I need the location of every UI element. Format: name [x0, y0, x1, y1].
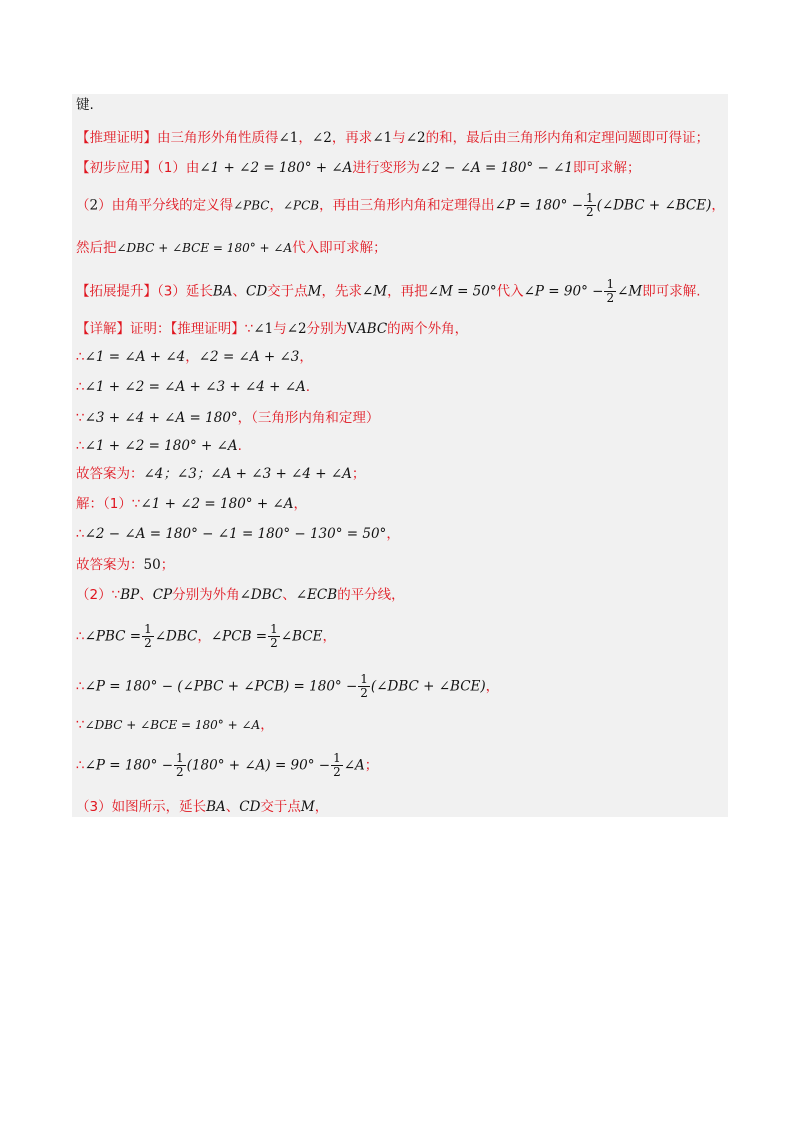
math: M: [300, 799, 315, 815]
text: 键.: [76, 97, 94, 113]
text-line: [76, 752, 378, 779]
math: ∠DBC + ∠BCE = 180° + ∠A: [116, 241, 293, 255]
text: ∴: [76, 628, 85, 645]
math: ∠ECB: [295, 587, 338, 603]
text-line: [76, 347, 313, 367]
text: ，: [299, 349, 313, 365]
text: ，（三角形内角和定理）: [237, 410, 380, 426]
section-tag: 【详解】: [76, 321, 130, 337]
text: 与: [273, 321, 287, 337]
math: BA: [212, 283, 233, 300]
math: ∠P = 180° −: [84, 757, 174, 774]
math: ∠1 + ∠2 = 180° + ∠A: [140, 496, 294, 512]
math: (∠DBC + ∠BCE): [596, 197, 712, 214]
text: ，: [322, 628, 336, 645]
text: ，: [485, 678, 500, 695]
text-line: [76, 158, 640, 178]
text-line: [76, 715, 274, 735]
text: 然后把: [76, 240, 117, 256]
text: 分别为外角: [172, 587, 240, 603]
text: ；: [351, 466, 366, 482]
text: .: [305, 379, 311, 395]
text: 由三角形外角性质得: [157, 130, 279, 146]
text: ，: [260, 717, 274, 733]
text: 、: [282, 587, 296, 603]
text: 、: [225, 799, 240, 815]
fraction: $\frac{1}{2}$: [586, 191, 594, 219]
math: ∠M: [617, 283, 643, 300]
math: ∠PCB: [282, 198, 320, 213]
text: ，再由三角形内角和定理得出: [319, 197, 495, 214]
text-line: [76, 238, 387, 258]
text: ，: [314, 799, 329, 815]
math: ∠P = 90° −: [523, 283, 604, 300]
text-line: [76, 494, 307, 514]
text: ，: [197, 628, 211, 645]
math: ∠A: [343, 757, 365, 774]
text: ∴: [76, 438, 85, 454]
math: ∠1 + ∠2 = 180° + ∠A: [84, 438, 238, 454]
math: ∠1 + ∠2 = 180° + ∠A: [199, 160, 353, 176]
text: 解：（1）∵: [76, 496, 141, 512]
text-line: [76, 95, 94, 115]
text: 分别为: [306, 321, 348, 337]
text: 代入即可求解；: [292, 240, 387, 256]
text: ，: [185, 349, 199, 365]
math: ∠DBC: [154, 628, 198, 645]
text-line: [76, 797, 328, 817]
math: ∠1: [278, 130, 299, 146]
text: ∴: [76, 678, 85, 695]
text: （2）∵: [76, 587, 121, 603]
math: ∠DBC + ∠BCE = 180° + ∠A: [84, 718, 261, 732]
fraction: $\frac{1}{2}$: [606, 277, 615, 305]
math: ∠1: [253, 321, 274, 337]
math: ∠2 − ∠A = 180° − ∠1: [419, 160, 573, 176]
text: 代入: [496, 283, 524, 300]
math: ∠2: [286, 321, 307, 337]
math: 2: [89, 197, 99, 214]
text: 与: [392, 130, 406, 146]
text: ，: [711, 197, 725, 214]
math: CD: [239, 799, 261, 815]
math: ∠M: [362, 283, 388, 300]
text-line: [76, 673, 499, 700]
math: ABC: [356, 321, 388, 337]
math: V: [347, 321, 357, 337]
text-line: [76, 623, 336, 650]
text: ∴: [76, 379, 85, 395]
math: ∠P = 180° −: [494, 197, 584, 214]
text: 、: [139, 587, 153, 603]
text: 的平分线，: [337, 587, 405, 603]
text: 故答案为：: [76, 557, 144, 573]
text: （3）延长: [157, 283, 213, 300]
math: ∠2 − ∠A = 180° − ∠1 = 180° − 130° = 50°: [84, 526, 387, 542]
math: ∠DBC: [239, 587, 283, 603]
fraction: $\frac{1}{2}$: [360, 672, 368, 700]
text: ，: [298, 130, 312, 146]
math: (∠DBC + ∠BCE): [370, 678, 486, 695]
text: ，: [293, 496, 307, 512]
text-line: [76, 436, 242, 456]
math: ∠PBC: [233, 198, 270, 213]
fraction: $\frac{1}{2}$: [144, 622, 152, 650]
math: ∠2: [311, 130, 332, 146]
text-line: [76, 555, 174, 575]
math: ∠1 = ∠A + ∠4: [84, 349, 186, 365]
text: ∴: [76, 349, 85, 365]
text-line: [76, 377, 310, 397]
math: ∠4；∠3；∠A + ∠3 + ∠4 + ∠A: [143, 466, 352, 482]
text: 、: [232, 283, 247, 300]
math: 50: [143, 557, 161, 573]
text: （: [76, 197, 90, 214]
text: ，再求: [331, 130, 373, 146]
section-tag: 【初步应用】: [76, 160, 157, 176]
math: ∠1: [372, 130, 393, 146]
math: ∠P = 180° − (∠PBC + ∠PCB) = 180° −: [84, 678, 358, 695]
fraction: $\frac{1}{2}$: [176, 751, 184, 779]
text: 即可求解.: [642, 283, 701, 300]
math: M: [307, 283, 322, 300]
text: .: [237, 438, 242, 454]
text: 的两个外角，: [387, 321, 469, 337]
text: ∵: [76, 410, 85, 426]
text-line: [76, 524, 400, 544]
text: 证明：【推理证明】∵: [130, 321, 254, 337]
text-line: [76, 192, 725, 219]
math: ∠BCE: [280, 628, 323, 645]
math: CD: [246, 283, 268, 300]
text: ，: [269, 197, 283, 214]
text-line: [76, 278, 701, 305]
text: （1）由: [157, 160, 200, 176]
math: ∠2: [405, 130, 426, 146]
text: ；: [364, 757, 379, 774]
math: ∠2 = ∠A + ∠3: [198, 349, 300, 365]
text: （3）如图所示，延长: [76, 799, 207, 815]
text: ，: [386, 526, 400, 542]
text: ；: [160, 557, 175, 573]
text: ，再把: [387, 283, 428, 300]
text-line: [76, 319, 468, 339]
math: BP: [120, 587, 140, 603]
text: ，先求: [321, 283, 362, 300]
math: (180° + ∠A) = 90° −: [186, 757, 331, 774]
text: ∴: [76, 757, 85, 774]
text: ∴: [76, 526, 85, 542]
text: ∵: [76, 717, 85, 733]
text-line: [76, 128, 709, 148]
text-line: [76, 464, 365, 484]
text: 即可求解；: [572, 160, 641, 176]
math: ∠PCB =: [210, 628, 268, 645]
math: ∠PBC =: [84, 628, 142, 645]
section-tag: 【推理证明】: [76, 130, 157, 146]
text: 的和，最后由三角形内角和定理问题即可得证；: [425, 130, 710, 146]
math: ∠1 + ∠2 = ∠A + ∠3 + ∠4 + ∠A: [84, 379, 306, 395]
math: BA: [206, 799, 226, 815]
fraction: $\frac{1}{2}$: [270, 622, 278, 650]
math: CP: [152, 587, 173, 603]
text: 故答案为：: [76, 466, 144, 482]
section-tag: 【拓展提升】: [76, 283, 157, 300]
math: ∠M = 50°: [427, 283, 497, 300]
math: ∠3 + ∠4 + ∠A = 180°: [84, 410, 238, 426]
text: 进行变形为: [352, 160, 420, 176]
text-line: [76, 408, 379, 428]
text: 交于点: [267, 283, 308, 300]
text-line: [76, 585, 405, 605]
text: 交于点: [260, 799, 301, 815]
text: ）由角平分线的定义得: [98, 197, 234, 214]
fraction: $\frac{1}{2}$: [333, 751, 341, 779]
